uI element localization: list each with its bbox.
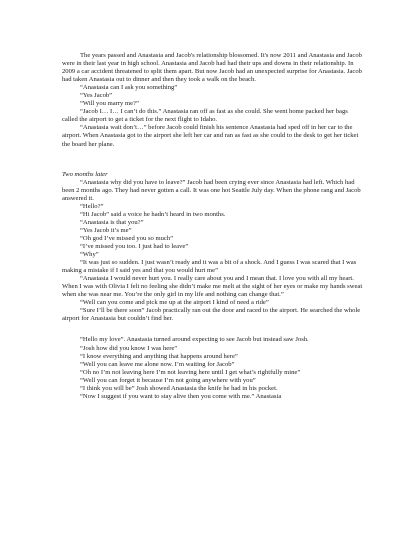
dialogue-line: “Well you can forget it because I’m not going anywhere with you” [80, 376, 256, 384]
dialogue-line: “I’ve missed you too. I just had to leave” [80, 242, 189, 250]
dialogue-line: “Yes Jacob” [80, 92, 113, 100]
dialogue-line: “Will you marry me?” [80, 100, 139, 108]
paragraph: “Jacob I… I… I can’t do this.” Anastasia ran off as fast as she could. She went home packed her bags called the airport to get a ticket for the next flight to Idaho. [62, 108, 348, 124]
dialogue-line: “I know everything and anything that happens around here” [80, 352, 238, 360]
paragraph: “Anastasia wait don’t…” before Jacob could finish his sentence Anastasia had sped off in her car to the airport. When Anastasia got to the airport she left her car and ran as fast as she could to the desk to get her ticket the board her plane. [62, 124, 359, 148]
paragraph: “Anastasia why did you have to leave?” Jacob had been crying ever since Anastasia had left. Which had been 2 months ago. They had never gotten a call. It was one hot Seattle July day. When the phone rang and Jacob answered it. [62, 178, 361, 202]
paragraph: “Hello my love”. Anastasia turned around expecting to see Jacob but instead saw Josh. [80, 336, 309, 344]
dialogue-line: “Now I suggest if you want to stay alive then you come with me.” Anastasia [80, 392, 282, 400]
paragraph: “It was just so sudden. I just wasn’t ready and it was a bit of a shock. And I guess I was scared that I was making a mistake if I said yes and that you would hurt me” [62, 259, 357, 275]
dialogue-line: “Josh how did you know I was here” [80, 344, 178, 352]
section-heading: Two months later [62, 170, 108, 178]
dialogue-line: “Oh no I’m not leaving here I’m not leaving here until I get what’s rightfully mine” [80, 368, 301, 376]
blank-line [62, 323, 363, 336]
dialogue-line: “Hello?” [80, 202, 104, 210]
dialogue-line: “Oh god I’ve missed you so much” [80, 234, 174, 242]
document-page [62, 52, 363, 401]
dialogue-line: “Well can you come and pick me up at the airport I kind of need a ride” [80, 299, 269, 307]
dialogue-line: “Anastasia can I ask you something” [80, 84, 178, 92]
dialogue-line: “Why” [80, 251, 99, 259]
blank-line [62, 149, 363, 162]
blank-line [62, 162, 363, 171]
dialogue-line: “I think you will be” Josh showed Anastasia the knife he had in his pocket. [80, 384, 278, 392]
dialogue-line: “Yes Jacob it’s me” [80, 226, 132, 234]
dialogue-line: “Hi Jacob” said a voice he hadn’t heard in two months. [80, 210, 226, 218]
dialogue-line: “Anastasia is that you?” [80, 218, 144, 226]
dialogue-line: “Well you can leave me alone now. I’m waiting for Jacob” [80, 360, 235, 368]
paragraph: “Anastasia I would never hurt you. I really care about you and I mean that. I love you with all my heart. When I was with Olivia I felt no feeling she didn’t make me melt at the sight of her eyes or make my hands sweat when she was near me. You’re the only girl in my life and nothing can change that.” [62, 275, 363, 299]
paragraph: “Sure I’ll be there soon” Jacob practically ran out the door and raced to the airport. He searched the whole airport for Anastasia but couldn’t find her. [62, 307, 361, 323]
paragraph: The years passed and Anastasia and Jacob's relationship blossomed. It's now 2011 and Anastasia and Jacob were in their last year in high school. Anastasia and Jacob had had their ups and downs in their relationship. In 2009 a car accident threatened to split them apart. But now Jacob had an unexpected surprise for Anastasia. Jacob had taken Anastasia out to dinner and then they took a walk on the beach. [62, 52, 362, 84]
